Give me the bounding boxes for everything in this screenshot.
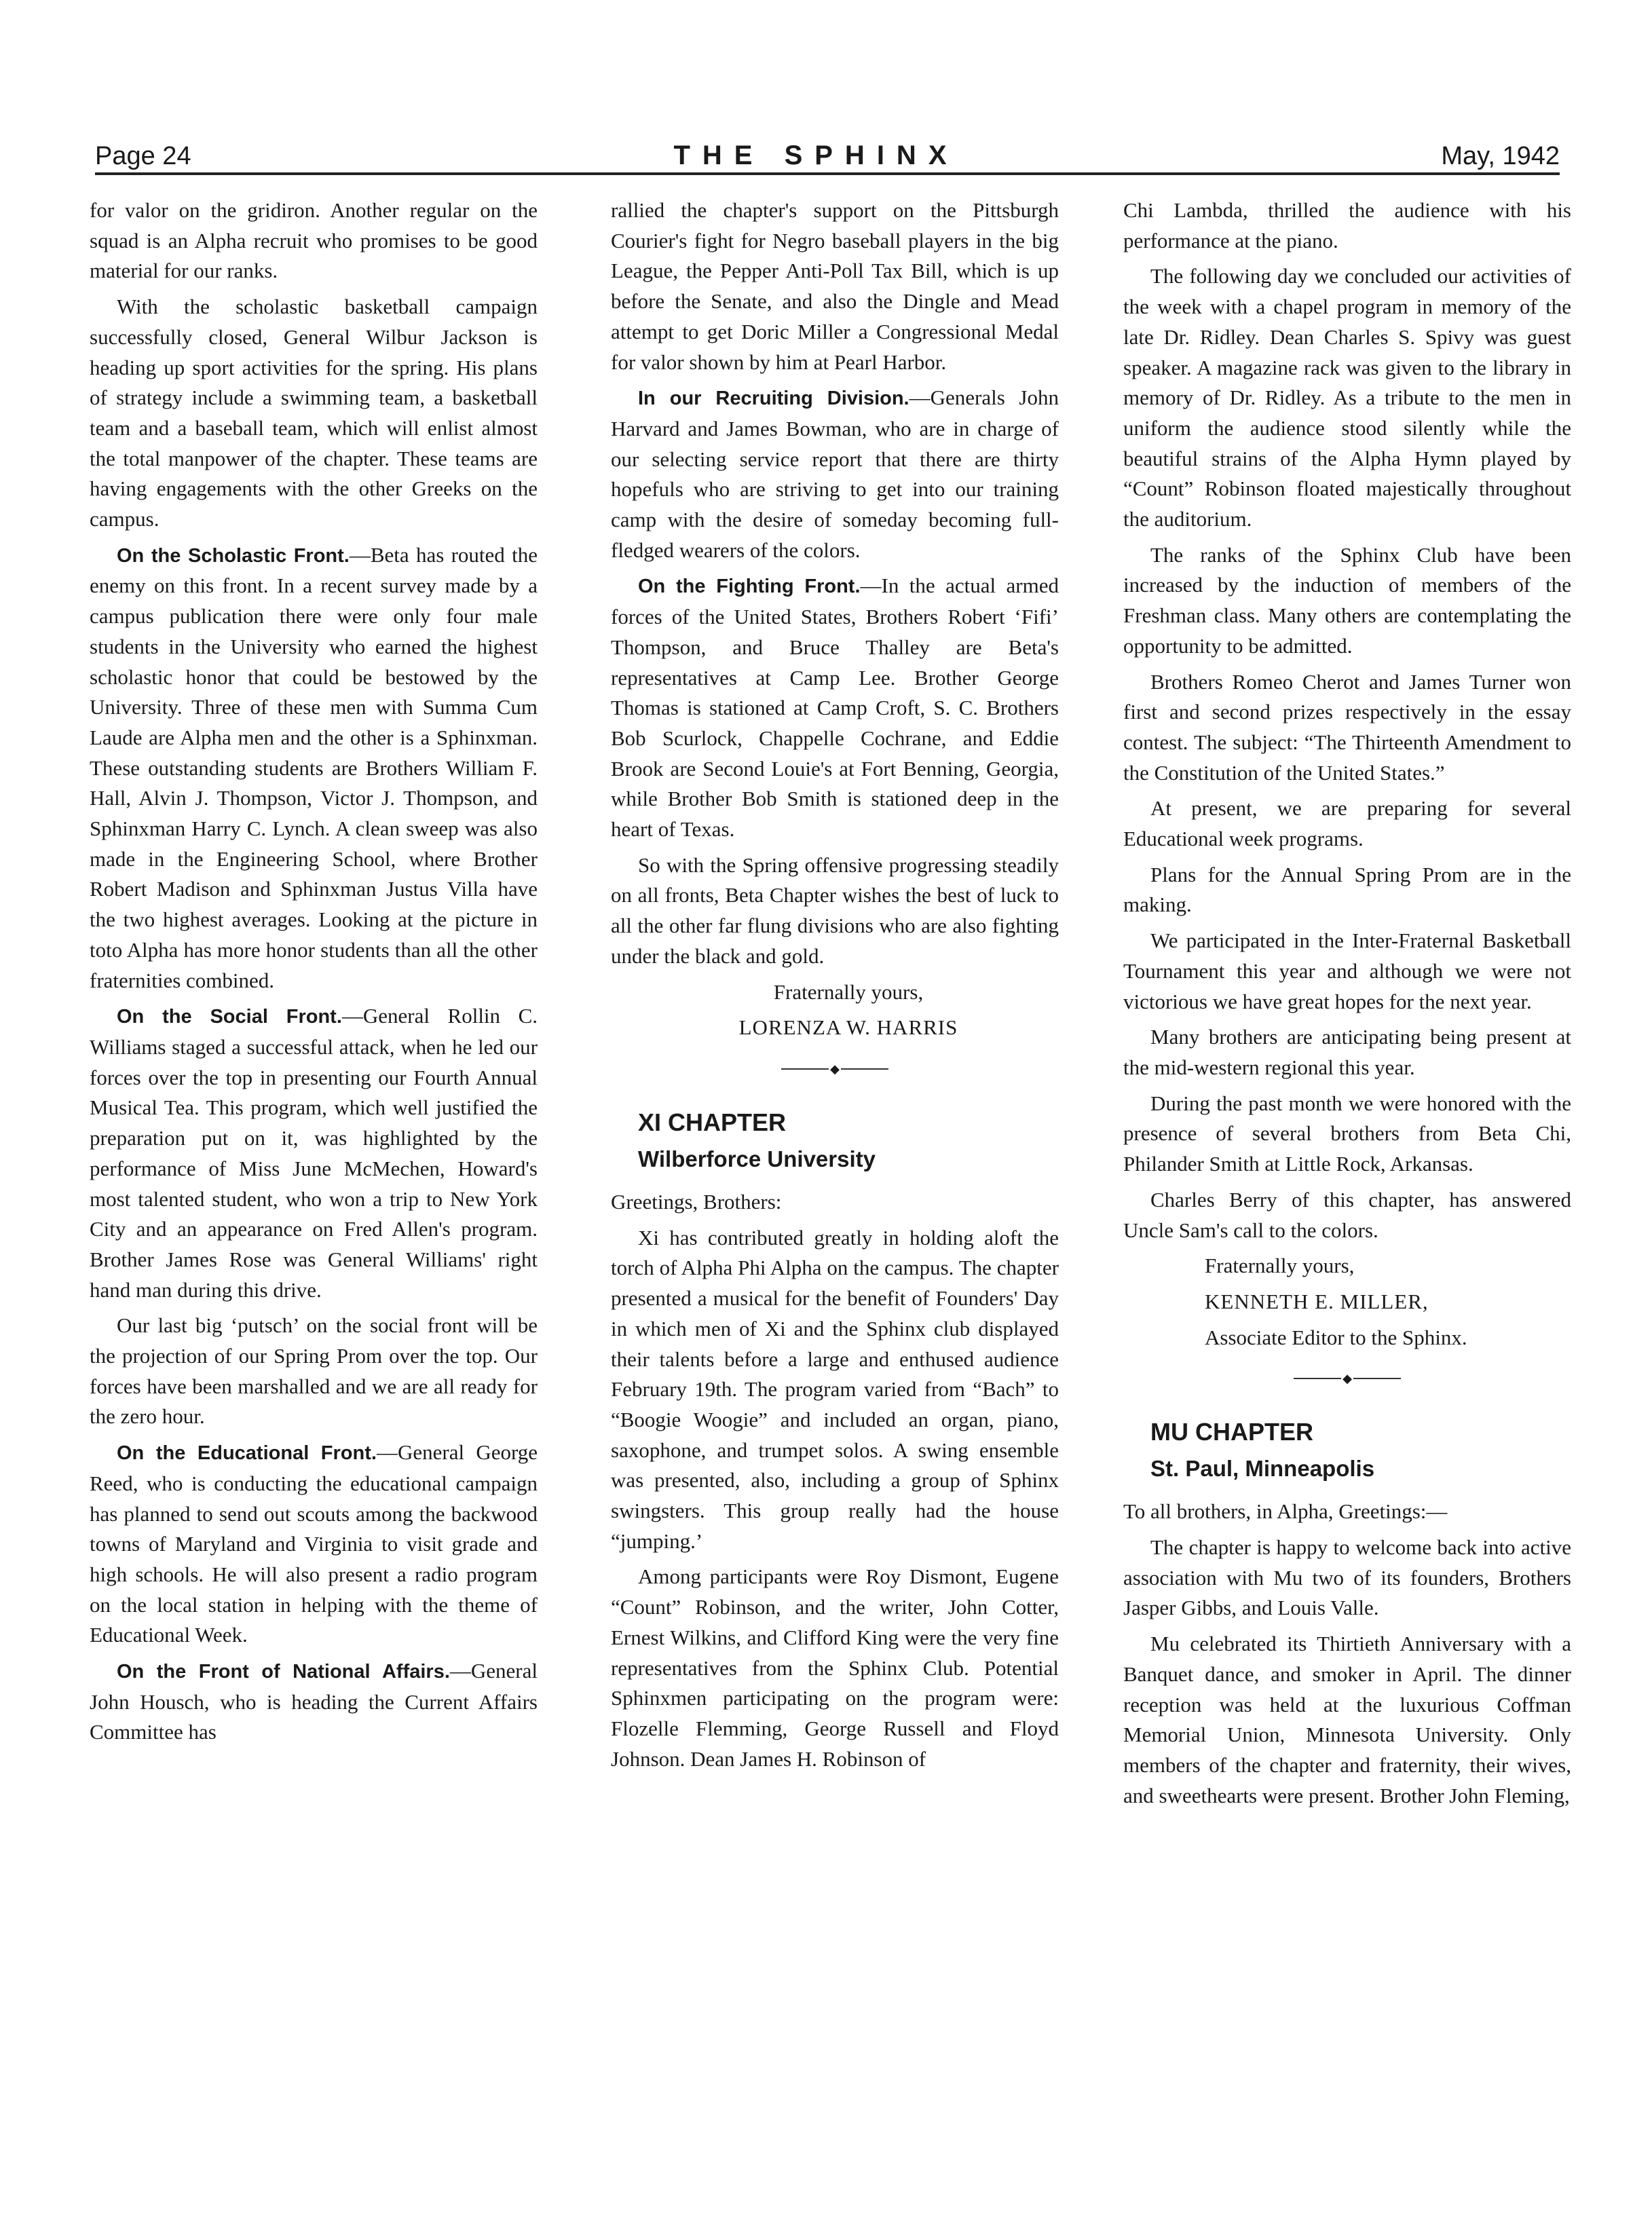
section-lead: On the Fighting Front.: [638, 576, 861, 598]
paragraph: Charles Berry of this chapter, has answered Uncle Sam's call to the colors.: [1123, 1187, 1571, 1242]
paragraph: Plans for the Annual Spring Prom are in the making.: [1123, 862, 1571, 917]
paragraph: On the Educational Front.—General George Reed, who is conducting the educational campaign has planned to send out scouts among the backwood towns of Maryland and Virginia to visit grade and high schools. He will also present a radio program on the local station in helping with the theme of Educational Week.: [90, 1440, 538, 1647]
section-divider: [611, 1049, 1059, 1089]
column-2: [611, 195, 1059, 1780]
chapter-heading: XI CHAPTER: [638, 1108, 787, 1136]
paragraph: for valor on the gridiron. Another regular on the squad is an Alpha recruit who promises to be good material for our ranks.: [90, 198, 538, 283]
paragraph: With the scholastic basketball campaign successfully closed, General Wilbur Jackson is heading up sport activities for the spring. His plans of strategy include a swimming team, a basketball team and a baseball team, which will enlist almost the total manpower of the chapter. These teams are having engagements with the other Greeks on the campus.: [90, 295, 538, 531]
paragraph: Brothers Romeo Cherot and James Turner won first and second prizes respectively in the essay contest. The subject: “The Thirteenth Amendment to the Constitution of the United States.”: [1123, 669, 1571, 785]
signature-title: Associate Editor to the Sphinx.: [1205, 1325, 1467, 1349]
header-rule: [95, 172, 1560, 175]
paragraph: We participated in the Inter-Fraternal Basketball Tournament this year and although we were not victorious we have great hopes for the next year.: [1123, 928, 1571, 1013]
closing: Fraternally yours,: [1205, 1254, 1355, 1278]
paragraph: On the Scholastic Front.—Beta has routed the enemy on this front. In a recent survey made by a campus publication there were only four male students in the University who earned the highest scholastic honor that could be bestowed by the University. Three of these men with Summa Cum Laude are Alpha men and the other is a Sphinxman. These outstanding students are Brothers William F. Hall, Alvin J. Thompson, Victor J. Thompson, and Sphinxman Harry C. Lynch. A clean sweep was also made in the Engineering School, where Brother Robert Madison and Sphinxman Justus Villa have the two highest averages. Looking at the picture in toto Alpha has more honor students than all the other fraternities combined.: [90, 542, 538, 992]
section-lead: On the Front of National Affairs.: [117, 1661, 450, 1683]
paragraph: rallied the chapter's support on the Pittsburgh Courier's fight for Negro baseball players in the big League, the Pepper Anti-Poll Tax Bill, which is up before the Senate, and also the Dingle and Mead attempt to get Doric Miller a Congressional Medal for valor shown by him at Pearl Harbor.: [611, 198, 1059, 374]
diamond-icon: ◆: [830, 1062, 840, 1076]
greeting: To all brothers, in Alpha, Greetings:—: [1123, 1499, 1448, 1524]
section-lead: In our Recruiting Division.: [638, 388, 909, 410]
paragraph: Xi has contributed greatly in holding aloft the torch of Alpha Phi Alpha on the campus. The chapter presented a musical for the benefit of Founders' Day in which men of Xi and the Sphinx club displayed their talents before a large and enthused audience February 19th. The program varied from “Bach” to “Boogie Woogie” and included an organ, piano, saxophone, and trumpet solos. A swing ensemble was presented, also, including a group of Sphinx swingsters. This group really had the house “jumping.’: [611, 1225, 1059, 1553]
section-lead: On the Social Front.: [117, 1006, 342, 1028]
paragraph: During the past month we were honored with the presence of several brothers from Beta Chi, Philander Smith at Little Rock, Arkansas.: [1123, 1091, 1571, 1176]
closing: Fraternally yours,: [773, 979, 924, 1004]
section-lead: On the Educational Front.: [117, 1442, 377, 1465]
paragraph: On the Fighting Front.—In the actual armed forces of the United States, Brothers Robert ‘Fifi’ Thompson, and Bruce Thalley are Beta's representatives at Camp Lee. Brother George Thomas is stationed at Camp Croft, S. C. Brothers Bob Scurlock, Chappelle Cochrane, and Eddie Brook are Second Louie's at Fort Benning, Georgia, while Brother Bob Smith is stationed deep in the heart of Texas.: [611, 574, 1059, 842]
publication-title: THE SPHINX: [673, 140, 959, 170]
section-lead: On the Scholastic Front.: [117, 544, 350, 567]
signature: KENNETH E. MILLER,: [1205, 1289, 1429, 1313]
chapter-subheading: St. Paul, Minneapolis: [1150, 1456, 1375, 1482]
paragraph: Many brothers are anticipating being present at the mid-western regional this year.: [1123, 1025, 1571, 1079]
section-divider: [1123, 1358, 1571, 1399]
paragraph: On the Front of National Affairs.—General John Housch, who is heading the Current Affairs Committee has: [90, 1659, 538, 1744]
chapter-subheading: Wilberforce University: [638, 1146, 876, 1171]
paragraph: So with the Spring offensive progressing steadily on all fronts, Beta Chapter wishes the best of luck to all the other far flung divisions who are also fighting under the black and gold.: [611, 852, 1059, 968]
page-number: Page 24: [95, 142, 191, 170]
paragraph: The following day we concluded our activities of the week with a chapel program in memory of the late Dr. Ridley. Dean Charles S. Spivy was guest speaker. A magazine rack was given to the library in memory of Dr. Ridley. As a tribute to the men in uniform the audience stood silently while the beautiful strains of the Alpha Hymn played by “Count” Robinson floated majestically throughout the auditorium.: [1123, 264, 1571, 531]
issue-date: May, 1942: [1441, 142, 1560, 170]
signature: LORENZA W. HARRIS: [738, 1015, 958, 1040]
paragraph: Our last big ‘putsch’ on the social front will be the projection of our Spring Prom over the top. Our forces have been marshalled and we are all ready for the zero hour.: [90, 1313, 538, 1429]
chapter-heading: MU CHAPTER: [1150, 1418, 1313, 1446]
paragraph: Among participants were Roy Dismont, Eugene “Count” Robinson, and the writer, John Cotter, Ernest Wilkins, and Clifford King were the very fine representatives from the Sphinx Club. Potential Sphinxmen participating on the program were: Flozelle Flemming, George Russell and Floyd Johnson. Dean James H. Robinson of: [611, 1564, 1059, 1771]
paragraph: The chapter is happy to welcome back into active association with Mu two of its founders, Brothers Jasper Gibbs, and Louis Valle.: [1123, 1535, 1571, 1620]
greeting: Greetings, Brothers:: [611, 1189, 782, 1214]
paragraph: The ranks of the Sphinx Club have been increased by the induction of members of the Freshman class. Many others are contemplating the opportunity to be admitted.: [1123, 542, 1571, 658]
paragraph: At present, we are preparing for several Educational week programs.: [1123, 796, 1571, 851]
paragraph: Chi Lambda, thrilled the audience with his performance at the piano.: [1123, 198, 1571, 252]
column-1: [90, 195, 538, 1753]
paragraph: In our Recruiting Division.—Generals John Harvard and James Bowman, who are in charge of our selecting service report that there are thirty hopefuls who are striving to get into our training camp with the desire of someday becoming full-fledged wearers of the colors.: [611, 386, 1059, 562]
page-header: [95, 124, 1560, 171]
paragraph: Mu celebrated its Thirtieth Anniversary with a Banquet dance, and smoker in April. The dinner reception was held at the luxurious Coffman Memorial Union, Minnesota University. Only members of the chapter and fraternity, their wives, and sweethearts were present. Brother John Fleming,: [1123, 1632, 1571, 1807]
diamond-icon: ◆: [1343, 1372, 1352, 1386]
paragraph: On the Social Front.—General Rollin C. Williams staged a successful attack, when he led our forces over the top in presenting our Fourth Annual Musical Tea. This program, which well justified the preparation put on it, was highlighted by the performance of Miss June McMechen, Howard's most talented student, who won a trip to New York City and an appearance on Fred Allen's program. Brother James Rose was General Williams' right hand man during this drive.: [90, 1004, 538, 1302]
column-3: [1123, 195, 1571, 1816]
